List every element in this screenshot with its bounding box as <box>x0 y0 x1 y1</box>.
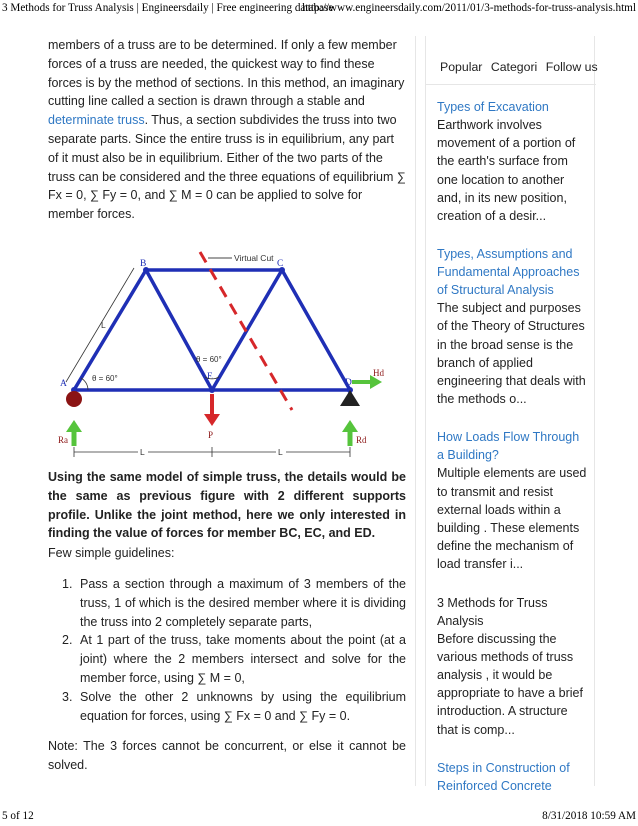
list-item <box>437 428 589 573</box>
list-item-number: 3. <box>62 689 73 704</box>
roller-support-a <box>66 391 82 407</box>
member-be <box>146 270 212 390</box>
guidelines-list <box>48 575 406 725</box>
span-label-1: L <box>140 447 145 457</box>
member-ab <box>74 270 146 390</box>
list-item-text: Solve the other 2 unknowns by using the equilibrium equation for forces, using ∑ Fx = 0 and ∑ Fy = 0. <box>80 689 406 723</box>
post-title-link[interactable]: Types of Excavation <box>437 100 549 114</box>
tabs-divider <box>426 84 596 85</box>
pin-support-d <box>340 390 360 406</box>
tab-categories[interactable]: Categori <box>490 60 538 74</box>
list-item <box>437 98 589 225</box>
article-intro <box>48 36 406 224</box>
popular-posts-list <box>437 98 589 815</box>
hd-label: Hd <box>373 368 384 378</box>
node-label-c: C <box>277 259 284 269</box>
node-label-b: B <box>140 259 147 269</box>
truss-diagram <box>48 244 406 466</box>
print-footer-date: 8/31/2018 10:59 AM <box>542 810 636 822</box>
list-item <box>437 759 589 795</box>
bold-paragraph: Using the same model of simple truss, the details would be the same as previous figure with 2 different supports profile. Unlike the joint method, here we only interested in finding the value of forces for member BC, EC, and ED. <box>48 470 406 541</box>
span-label-2: L <box>278 447 283 457</box>
list-item <box>48 631 406 687</box>
tab-follow-us[interactable]: Follow us <box>545 60 598 74</box>
node-label-e: E <box>207 372 213 382</box>
list-item <box>48 575 406 631</box>
list-item-number: 2. <box>62 633 73 648</box>
member-ab-length-label: L <box>101 320 106 330</box>
angle-label-a: θ = 60° <box>92 374 118 383</box>
determinate-truss-link[interactable]: determinate truss <box>48 113 145 128</box>
truss-figure <box>48 244 406 466</box>
load-arrow-head <box>204 414 220 426</box>
list-item-text: Pass a section through a maximum of 3 members of the truss, 1 of which is the desired member where it is dividing the truss into 2 completely separate parts, <box>80 577 406 629</box>
post-title-link[interactable]: How Loads Flow Through a Building? <box>437 430 580 463</box>
list-item <box>48 688 406 726</box>
intro-text-2: . Thus, a section subdivides the truss into two separate parts. Since the entire truss is in equilibrium, any part of it must also be in equilibrium. Either of the two parts of the truss can be considered and the three equations of equilibrium ∑ Fx = 0, ∑ Fy = 0, and ∑ M = 0 can be applied to solve for member forces. <box>48 113 406 222</box>
member-ab-dimension <box>66 268 134 382</box>
load-label-p: P <box>208 430 214 440</box>
post-title-link[interactable]: 3 Methods for Truss Analysis <box>437 595 548 628</box>
angle-label-e: θ = 60° <box>196 355 222 364</box>
guidelines-title: Few simple guidelines: <box>48 546 175 560</box>
post-excerpt: The subject and purposes of the Theory of Structures in the broad sense is the branch of applied engineering that deals with the methods o... <box>437 301 586 407</box>
joint-e <box>209 387 215 393</box>
rd-label: Rd <box>356 435 367 445</box>
print-footer <box>0 808 638 826</box>
node-label-a: A <box>60 379 67 389</box>
list-item <box>437 594 589 739</box>
list-item <box>437 245 589 408</box>
node-label-d: D <box>345 378 352 388</box>
post-excerpt: Earthwork involves movement of a portion of the earth's surface from one location to another and, in its new position, creation of a desir... <box>437 118 576 224</box>
post-excerpt: Before discussing the various methods of truss analysis , it would be appropriate to have a brief introduction. A structure that is comp... <box>437 631 583 737</box>
tab-popular[interactable]: Popular <box>440 60 483 74</box>
print-header-title: 3 Methods for Truss Analysis | Engineersdaily | Free engineering database <box>2 2 334 14</box>
note-paragraph: Note: The 3 forces cannot be concurrent, or else it cannot be solved. <box>48 739 406 772</box>
print-header <box>0 0 638 18</box>
post-title-link[interactable]: Steps in Construction of Reinforced Concrete <box>437 760 570 793</box>
ra-label: Ra <box>58 435 68 445</box>
print-footer-page: 5 of 12 <box>2 810 34 822</box>
post-excerpt: Multiple elements are used to transmit and resist external loads within a building . These elements define the mechanism of load transfer i... <box>437 466 587 572</box>
post-title-link[interactable]: Types, Assumptions and Fundamental Approaches of Structural Analysis <box>437 247 580 298</box>
print-header-url: http://www.engineersdaily.com/2011/01/3-methods-for-truss-analysis.html <box>302 2 636 14</box>
intro-text-1: members of a truss are to be determined. If only a few member forces of a truss are needed, the quickest way to find these forces is by the method of sections. In this method, an imaginary cutting line called a section is drawn through a stable and <box>48 38 405 109</box>
intro-paragraph <box>48 36 406 224</box>
member-cd <box>282 270 350 390</box>
sidebar-tabs <box>440 60 600 80</box>
column-divider <box>415 36 416 786</box>
sidebar <box>425 36 598 793</box>
list-item-number: 1. <box>62 577 73 591</box>
virtual-cut-label: Virtual Cut <box>234 253 274 263</box>
list-item-text: At 1 part of the truss, take moments about the point (at a joint) where the 2 members intersect and solve for the member force, using ∑ M = 0, <box>80 633 406 685</box>
